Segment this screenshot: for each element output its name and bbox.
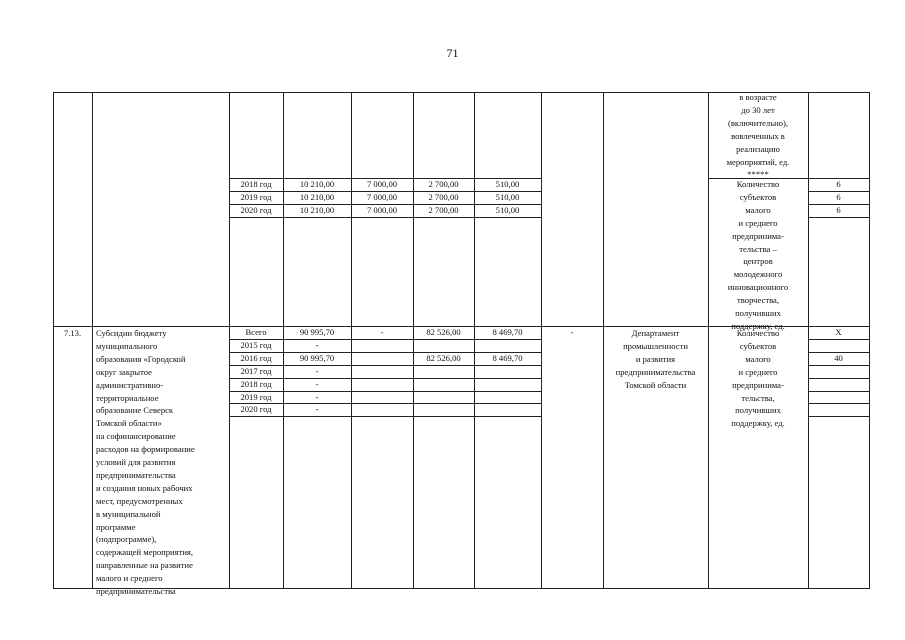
regional-cell: 2 700,00: [428, 191, 459, 202]
measure-name: образование Северск: [96, 405, 174, 416]
measure-name: и создания новых рабочих: [96, 482, 193, 493]
indicator-text: инновационного: [727, 282, 789, 293]
measure-name: Субсидии бюджету: [96, 328, 167, 338]
measure-name: предпринимательства: [96, 469, 176, 480]
column-border: [351, 92, 352, 588]
value-row-line: [808, 365, 869, 366]
value-row-line: [808, 403, 869, 404]
measure-name: содержащей мероприятия,: [96, 547, 194, 558]
year-cell: 2018 год: [240, 378, 272, 389]
local-cell: 510,00: [495, 179, 520, 189]
value-row-line: [808, 378, 869, 379]
value-cell: 40: [834, 352, 843, 363]
value-row-line: [808, 391, 869, 392]
indicator-text: Количество: [736, 179, 780, 189]
total-cell: -: [315, 365, 319, 376]
value-row-line: [808, 217, 869, 218]
indicator-text: и среднего: [738, 366, 778, 377]
indicator-text: мероприятий, ед.: [726, 156, 790, 167]
column-border: [53, 92, 54, 588]
indicator-text: до 30 лет: [741, 104, 775, 115]
indicator-text: тельства,: [741, 392, 775, 403]
local-cell: 8 469,70: [492, 327, 523, 337]
measure-name: Томской области»: [96, 418, 162, 429]
total-cell: 10 210,00: [299, 179, 335, 189]
indicator-text: тельства –: [739, 243, 777, 254]
executor-text: Департамент: [631, 328, 680, 338]
column-border: [541, 92, 542, 588]
regional-cell: 82 526,00: [426, 327, 461, 337]
value-cell: 6: [836, 179, 841, 189]
indicator-text: поддержку, ед.: [731, 418, 785, 429]
federal-cell: 7 000,00: [366, 204, 398, 215]
regional-cell: 2 700,00: [428, 204, 459, 215]
measure-name: программе: [96, 521, 136, 532]
total-cell: 90 995,70: [299, 327, 335, 337]
measure-name: муниципального: [96, 340, 158, 351]
indicator-text: молодежного: [733, 269, 783, 280]
indicator-text: получивших: [735, 405, 781, 416]
indicator-text: творчества,: [737, 295, 779, 306]
executor-text: и развития: [635, 353, 676, 364]
total-cell: -: [315, 339, 319, 350]
total-cell: -: [315, 391, 319, 402]
total-cell: 10 210,00: [299, 191, 335, 202]
column-border: [869, 92, 870, 588]
indicator-text: Количество: [736, 328, 780, 338]
indicator-text: в возрасте: [739, 92, 777, 102]
indicator-text: центров: [743, 256, 773, 267]
federal-cell: 7 000,00: [366, 191, 398, 202]
year-cell: 2015 год: [240, 339, 272, 350]
year-cell: Всего: [245, 327, 267, 337]
value-row-line: [808, 416, 869, 417]
measure-name: территориальное: [96, 392, 159, 403]
measure-name: (подпрограмме),: [96, 534, 157, 545]
local-cell: 510,00: [495, 204, 520, 215]
value-cell: 6: [836, 204, 841, 215]
local-cell: 510,00: [495, 191, 520, 202]
indicator-text: малого: [745, 204, 771, 215]
measure-name: направленные на развитие: [96, 560, 193, 571]
indicator-text: и среднего: [738, 217, 778, 228]
indicator-text: реализацию: [736, 143, 780, 154]
executor-text: предпринимательства: [615, 366, 696, 377]
federal-cell: -: [380, 327, 384, 337]
federal-cell: 7 000,00: [366, 179, 398, 189]
total-cell: 10 210,00: [299, 204, 335, 215]
year-cell: 2019 год: [240, 391, 272, 402]
year-cell: 2020 год: [240, 204, 272, 215]
total-cell: -: [315, 404, 319, 415]
column-border: [92, 92, 93, 588]
indicator-text: предпринима-: [732, 379, 784, 390]
measure-name: предпринимательства: [96, 586, 176, 596]
year-cell: 2020 год: [240, 404, 272, 415]
year-cell: 2016 год: [240, 352, 272, 363]
indicator-text: (включительно),: [727, 117, 789, 128]
total-cell: 90 995,70: [299, 352, 335, 363]
value-row-line: [808, 339, 869, 340]
local-cell: 8 469,70: [492, 352, 523, 363]
value-cell: 6: [836, 191, 841, 202]
row-number: 7.13.: [63, 328, 82, 338]
indicator-text: получивших: [735, 308, 781, 318]
year-cell: 2017 год: [240, 365, 272, 376]
total-cell: -: [315, 378, 319, 389]
measure-name: расходов на формирование: [96, 444, 195, 455]
measure-name: образования «Городской: [96, 353, 186, 364]
extrabudget-cell: -: [570, 327, 574, 337]
indicator-text: предпринима-: [732, 230, 784, 241]
measure-name: административно-: [96, 379, 164, 390]
year-cell: 2019 год: [240, 191, 272, 202]
indicator-text: вовлеченных в: [731, 130, 785, 141]
column-border: [808, 92, 809, 588]
page-number: 71: [446, 46, 459, 60]
indicator-text: малого: [745, 353, 771, 364]
measure-name: на софинансирование: [96, 431, 176, 442]
indicator-text: субъектов: [739, 191, 777, 202]
executor-text: промышленности: [623, 340, 688, 351]
executor-text: Томской области: [624, 379, 687, 390]
regional-cell: 82 526,00: [426, 352, 461, 363]
indicator-text: субъектов: [739, 340, 777, 351]
indicator-text: поддержку, ед.: [731, 320, 785, 331]
year-cell: 2018 год: [240, 179, 272, 189]
measure-name: в муниципальной: [96, 508, 161, 519]
measure-name: округ закрытое: [96, 366, 152, 377]
measure-name: малого и среднего: [96, 573, 163, 584]
regional-cell: 2 700,00: [428, 179, 459, 189]
measure-name: мест, предусмотренных: [96, 495, 183, 506]
year-row-line: [229, 416, 541, 417]
column-border: [413, 92, 414, 588]
column-border: [474, 92, 475, 588]
measure-name: условий для развития: [96, 457, 176, 467]
value-cell: X: [835, 327, 842, 337]
year-row-line: [229, 217, 541, 218]
indicator-text: *****: [747, 169, 769, 180]
